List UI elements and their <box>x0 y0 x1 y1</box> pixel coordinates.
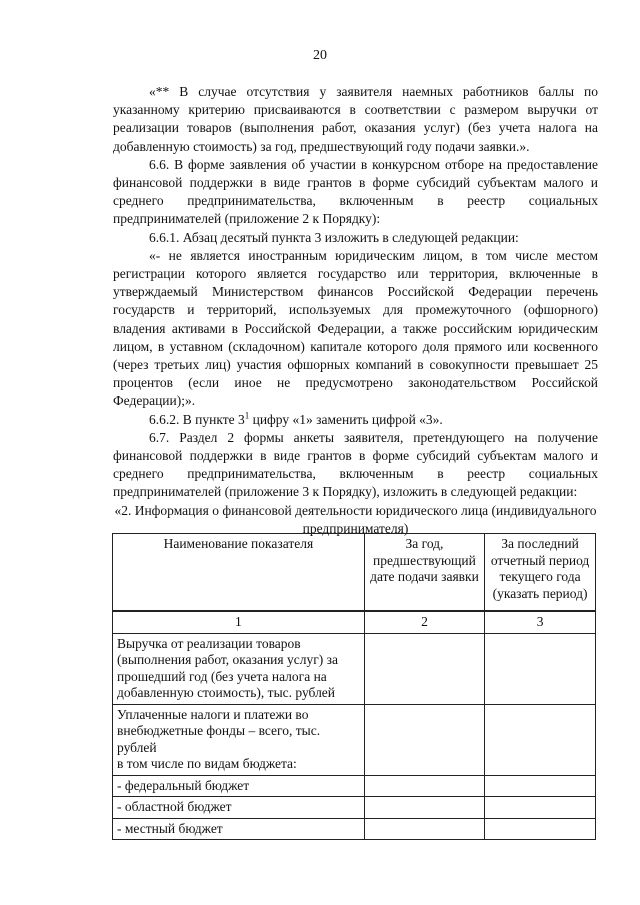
table-cell: - федеральный бюджет <box>113 775 365 797</box>
table-cell: - областной бюджет <box>113 797 365 819</box>
table-row <box>113 704 596 775</box>
table-header-cell: За год, предшествующий дате подачи заявки <box>364 534 484 612</box>
table-cell <box>364 633 484 704</box>
table-cell <box>485 818 596 840</box>
paragraph-quote-offshore: «- не является иностранным юридическим лицом, в том числе местом регистрации которого является государство или территория, включенные в утверждаемый Министерством финансов Российской Федерации перечень государств и территорий, используемых для промежуточного (офшорного) владения активами в Российской Федерации, а также российским юридическим лицом, в уставном (складочном) капитале которого доля прямого или косвенного (через третьих лиц) участия офшорных компаний в совокупности превышает 25 процентов (если иное не предусмотрено законодательством Российской Федерации);». <box>113 247 598 409</box>
table-cell: - местный бюджет <box>113 818 365 840</box>
table-row <box>113 633 596 704</box>
table-header-cell: За последний отчетный период текущего года (указать период) <box>485 534 596 612</box>
table-cell: Уплаченные налоги и платежи во внебюджетные фонды – всего, тыс. рублей в том числе по видам бюджета: <box>113 704 365 775</box>
table-column-number: 3 <box>485 611 596 633</box>
table-cell <box>485 633 596 704</box>
table-column-number: 2 <box>364 611 484 633</box>
paragraph-6-6: 6.6. В форме заявления об участии в конкурсном отборе на предоставление финансовой поддержки в виде грантов в форме субсидий субъектам малого и среднего предпринимательства, включенным в реестр социальных предпринимателей (приложение 2 к Порядку): <box>113 156 598 227</box>
table-cell <box>485 775 596 797</box>
document-body <box>113 83 598 538</box>
table-number-row <box>113 611 596 633</box>
table-cell <box>364 775 484 797</box>
table-cell <box>364 797 484 819</box>
table-row <box>113 818 596 840</box>
table-row <box>113 775 596 797</box>
table-cell <box>364 704 484 775</box>
section-heading: «2. Информация о финансовой деятельности юридического лица (индивидуального предпринимателя) <box>114 502 597 536</box>
table-cell <box>485 797 596 819</box>
financial-info-table <box>112 533 596 840</box>
paragraph-6-6-2: 6.6.2. В пункте $3^1$ цифру «1» заменить цифрой «3». <box>149 410 443 427</box>
table-cell <box>364 818 484 840</box>
paragraph-6-7: 6.7. Раздел 2 формы анкеты заявителя, претендующего на получение финансовой поддержки в виде грантов в форме субсидий субъектам малого и среднего предпринимательства, включенным в реестр социальных предпринимателей (приложение 3 к Порядку), изложить в следующей редакции: <box>113 429 598 500</box>
paragraph-6-6-1: 6.6.1. Абзац десятый пункта 3 изложить в следующей редакции: <box>149 229 519 245</box>
table-row <box>113 797 596 819</box>
table-cell: Выручка от реализации товаров (выполнения работ, оказания услуг) за прошедший год (без учета налога на добавленную стоимость), тыс. рублей <box>113 633 365 704</box>
table-column-number: 1 <box>113 611 365 633</box>
table-header-cell: Наименование показателя <box>113 534 365 612</box>
paragraph-footnote: «** В случае отсутствия у заявителя наемных работников баллы по указанному критерию присваиваются в соответствии с размером выручки от реализации товаров (выполнения работ, оказания услуг) (без учета налога на добавленную стоимость) за год, предшествующий году подачи заявки.». <box>113 84 598 154</box>
superscript: 1 <box>244 410 250 421</box>
table-cell <box>485 704 596 775</box>
table-header-row <box>113 534 596 612</box>
page-number: 20 <box>313 48 327 63</box>
